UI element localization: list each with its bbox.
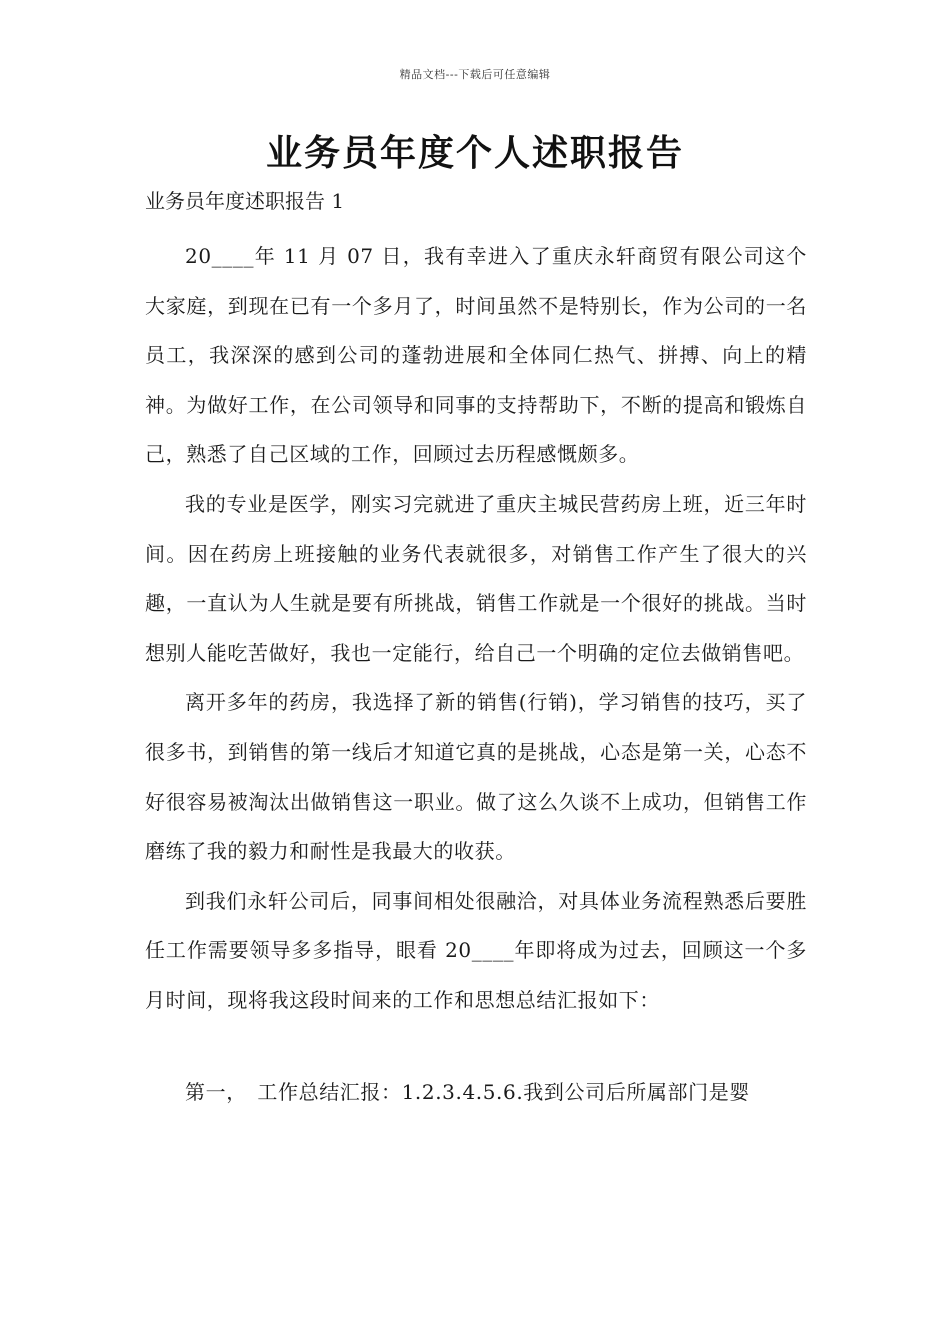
document-subtitle: 业务员年度述职报告 1 [145,189,345,213]
paragraph-2: 我的专业是医学，刚实习完就进了重庆主城民营药房上班，近三年时间。因在药房上班接触的业务代表就很多，对销售工作产生了很大的兴趣，一直认为人生就是要有所挑战，销售工作就是一个很好的挑战。当时想别人能吃苦做好，我也一定能行，给自己一个明确的定位去做销售吧。 [145,491,807,665]
page-header: 精品文档---下载后可任意编辑 [399,68,551,81]
paragraph-1: 20____年 11 月 07 日，我有幸进入了重庆永轩商贸有限公司这个大家庭，到现在已有一个多月了，时间虽然不是特别长，作为公司的一名员工，我深深的感到公司的蓬勃进展和全体同仁热气、拼搏、向上的精神。为做好工作，在公司领导和同事的支持帮助下，不断的提高和锻炼自己，熟悉了自己区域的工作，回顾过去历程感慨颇多。 [145,244,807,467]
paragraph-4: 到我们永轩公司后，同事间相处很融洽，对具体业务流程熟悉后要胜任工作需要领导多多指导，眼看 20____年即将成为过去，回顾这一个多月时间，现将我这段时间来的工作和思想总结汇报如下： [145,888,807,1012]
document-title: 业务员年度个人述职报告 [265,132,684,174]
paragraph-3: 离开多年的药房，我选择了新的销售(行销)，学习销售的技巧，买了很多书，到销售的第一线后才知道它真的是挑战，心态是第一关，心态不好很容易被淘汰出做销售这一职业。做了这么久谈不上成功，但销售工作磨练了我的毅力和耐性是我最大的收获。 [145,690,807,864]
document-body [145,232,807,1117]
paragraph-5: 第一， 工作总结汇报：1.2.3.4.5.6.我到公司后所属部门是婴 [185,1079,750,1104]
